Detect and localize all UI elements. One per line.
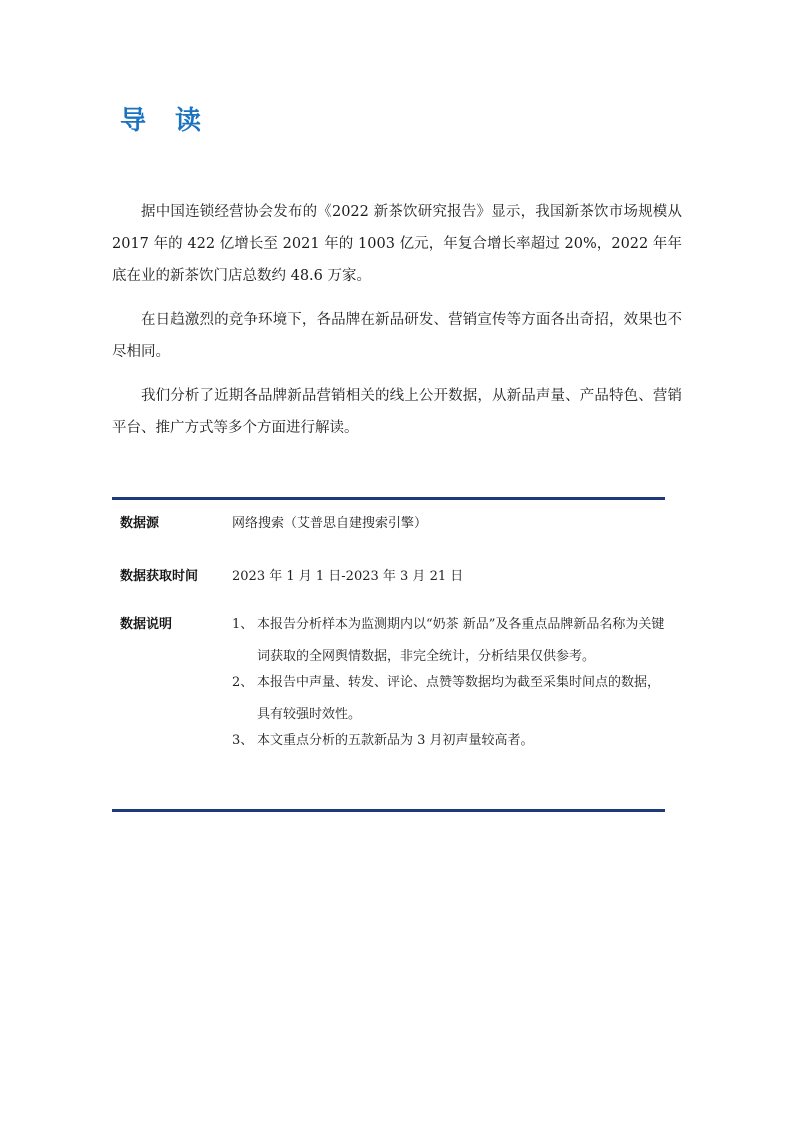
- note-number: 3、: [232, 733, 254, 748]
- data-time-row: [120, 567, 665, 587]
- data-source-row: [120, 514, 665, 534]
- page-title: 导 读: [120, 106, 212, 136]
- intro-paragraph-3: 我们分析了近期各品牌新品营销相关的线上公开数据，从新品声量、产品特色、营销平台、推广方式等多个方面进行解读。: [112, 388, 682, 436]
- note-number: 1、: [232, 617, 254, 632]
- intro-paragraph-1: 据中国连锁经营协会发布的《2022 新茶饮研究报告》显示，我国新茶饮市场规模从 2017 年的 422 亿增长至 2021 年的 1003 亿元，年复合增长率超过 20%，2022 年年底在业的新茶饮门店总数约 48.6 万家。: [112, 204, 682, 284]
- data-time-label: 数据获取时间: [120, 569, 199, 584]
- table-bottom-rule: [112, 809, 665, 812]
- data-notes-label: 数据说明: [120, 617, 173, 632]
- note-text: 本报告分析样本为监测期内以“奶茶 新品”及各重点品牌新品名称为关键词获取的全网舆情数据，非完全统计，分析结果仅供参考。: [257, 617, 665, 664]
- list-item: [232, 609, 665, 673]
- list-item: [232, 667, 665, 731]
- note-text: 本报告中声量、转发、评论、点赞等数据均为截至采集时间点的数据，具有较强时效性。: [257, 675, 661, 722]
- data-notes-row: [120, 615, 665, 757]
- data-source-value: 网络搜索（艾普思自建搜索引擎）: [232, 516, 428, 531]
- data-time-value: 2023 年 1 月 1 日-2023 年 3 月 21 日: [232, 569, 464, 584]
- data-source-label: 数据源: [120, 516, 160, 531]
- table-top-rule: [112, 497, 665, 500]
- note-number: 2、: [232, 675, 254, 690]
- intro-paragraph-2: 在日趋激烈的竞争环境下，各品牌在新品研发、营销宣传等方面各出奇招，效果也不尽相同。: [112, 312, 682, 360]
- list-item: [232, 725, 665, 757]
- note-text: 本文重点分析的五款新品为 3 月初声量较高者。: [257, 733, 534, 748]
- intro-section: [112, 196, 682, 456]
- notes-list: [232, 609, 665, 757]
- data-notes-value: [232, 615, 665, 757]
